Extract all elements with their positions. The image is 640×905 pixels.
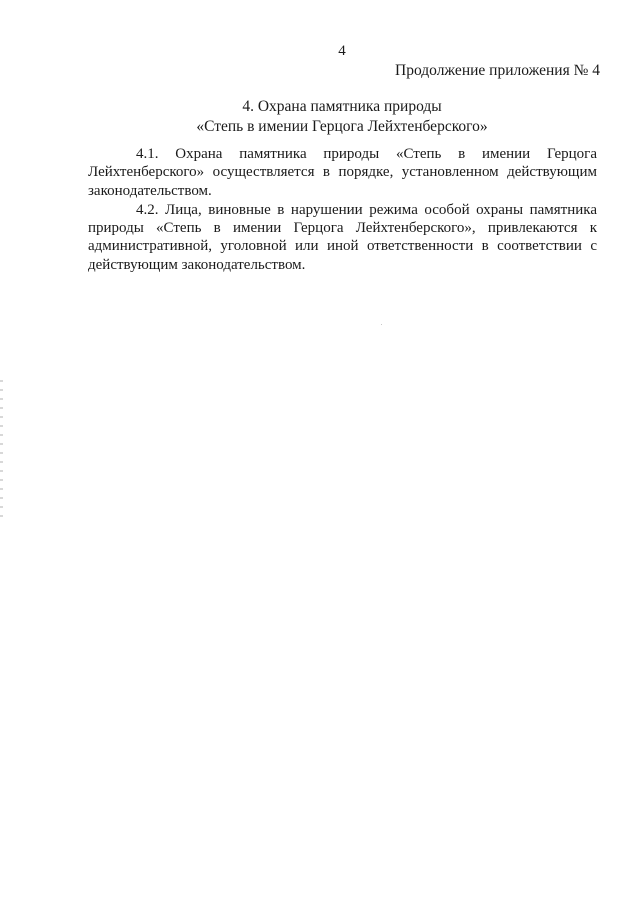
appendix-continuation-note: Продолжение приложения № 4 [395,62,600,79]
section-body [88,145,597,274]
scan-speck [381,324,382,325]
section-heading-title: 4. Охрана памятника природы [242,98,442,115]
section-heading-subtitle: «Степь в имении Герцога Лейхтенберского» [196,118,488,135]
scan-edge-marks [0,380,3,520]
paragraph-4-2: 4.2. Лица, виновные в нарушении режима особой охраны памятника природы «Степь в имении Герцога Лейхтенберского», привлекаются к административной, уголовной или иной ответственности в соответствии с действующим законодательством. [88,201,597,273]
section-heading [0,97,640,137]
page-number: 4 [338,43,346,59]
paragraph-4-1: 4.1. Охрана памятника природы «Степь в имении Герцога Лейхтенберского» осуществляется в порядке, установленном действующим законодательством. [88,146,597,199]
